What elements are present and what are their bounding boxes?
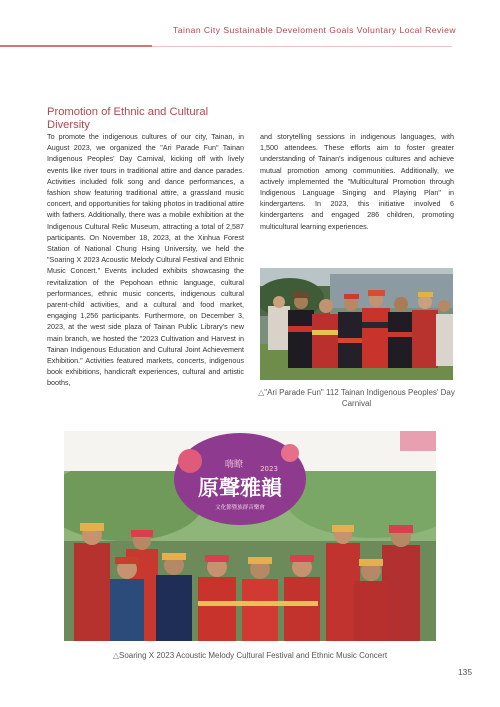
page-number: 135 [458, 667, 472, 677]
header-divider-accent [0, 45, 152, 47]
section-heading: Promotion of Ethnic and Cultural Diversity [47, 106, 209, 131]
banner-year: 2023 [260, 465, 278, 473]
body-text-right-column: and storytelling sessions in indigenous languages, with 1,500 attendees. These efforts aim to foster greater understanding of Tainan's indigenous cultures and achieve mutual promotion among communities. Additionally, we actively implemented the "Multicultural Promotion through Indigenous Language Singing and Playing Plan" in kindergartens. In 2023, this initiative involved 6 kindergartens and engaged 286 children, promoting multicultural learning experiences. [260, 132, 454, 231]
report-header-title: Tainan City Sustainable Develoment Goals Voluntary Local Review [173, 25, 456, 35]
photo-caption-ari-parade [258, 387, 455, 409]
caption-triangle-icon: △ [112, 651, 119, 660]
body-text-left-column: To promote the indigenous cultures of our city, Tainan, in August 2023, we organized the "Ari Parade Fun" Tainan Indigenous Peoples' Day Carnival, kicking off with lively events like river tours in traditional attire and dance parades. Activities included folk song and dance performances, a fashion show featuring traditional attire, a grassland music concert, and opportunities for taking photos in traditional attire with fathers. Additionally, there was a mobile exhibition at the Indigenous Cultural Relic Museum, attracting a total of 2,587 participants. On November 18, 2023, at the Xinhua Forest Station of National Chung Hsing University, we held the "Soaring X 2023 Acoustic Melody Cultural Festival and Ethnic Music Concert." Events included exhibits showcasing the revitalization of the Pepohoan ethnic language, cultural performances, ethnic music concerts, indigenous cultural parent-child activities, and a cultural and food market, engaging 1,256 participants. Furthermore, on December 3, 2023, at the west side plaza of Tainan Public Library's new main branch, we hosted the "2023 Cultivation and Harvest in Tainan Indigenous Education and Cultural Joint Achievement Exhibition." Activities featured markets, concerts, indigenous book exhibitions, handicraft experiences, cultural and artistic booths, [47, 132, 244, 388]
banner-small-text: 嗨瞭 [224, 460, 244, 470]
caption-text: "Ari Parade Fun" 112 Tainan Indigenous Peoples' Day Carnival [264, 388, 455, 408]
caption-triangle-icon: △ [258, 388, 265, 397]
soaring-x-concert-photo [64, 431, 436, 641]
ari-parade-fun-photo [260, 268, 453, 380]
banner-subtitle: 文化節暨族群音樂會 [215, 505, 265, 511]
banner-title: 原聲雅韻 [198, 476, 282, 500]
photo-caption-soaring-x [60, 650, 440, 661]
caption-text: Soaring X 2023 Acoustic Melody Cultural Festival and Ethnic Music Concert [119, 651, 388, 660]
